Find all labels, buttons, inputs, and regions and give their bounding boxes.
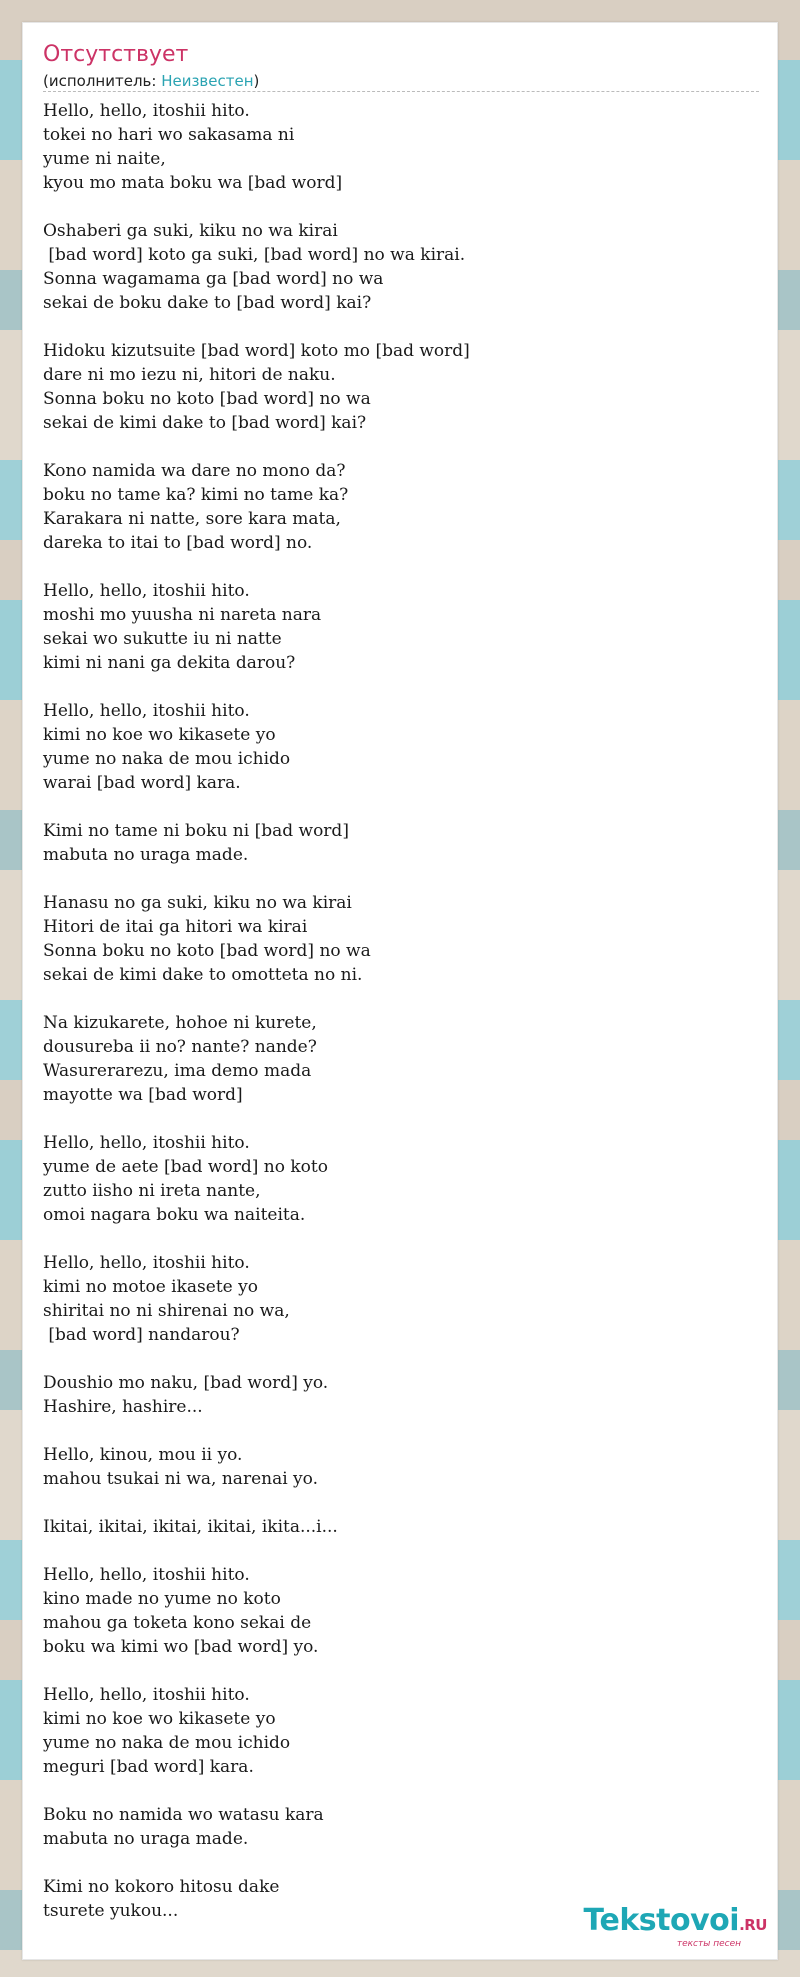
lyric-line: Oshaberi ga suki, kiku no wa kirai xyxy=(43,221,338,241)
lyric-line: Sonna boku no koto [bad word] no wa xyxy=(43,389,371,409)
lyric-line: shiritai no ni shirenai no wa, xyxy=(43,1301,290,1321)
lyric-line: meguri [bad word] kara. xyxy=(43,1757,254,1777)
lyric-line xyxy=(43,315,759,339)
lyric-line: Hello, hello, itoshii hito. xyxy=(43,701,250,721)
lyric-line xyxy=(43,1491,759,1515)
lyric-line: Na kizukarete, hohoe ni kurete, xyxy=(43,1013,317,1033)
lyric-line: Sonna wagamama ga [bad word] no wa xyxy=(43,269,384,289)
lyric-line: warai [bad word] kara. xyxy=(43,773,241,793)
background-stripe-right xyxy=(778,0,800,1977)
lyric-line xyxy=(43,1107,759,1131)
lyric-line: Ikitai, ikitai, ikitai, ikitai, ikita...i... xyxy=(43,1517,338,1537)
lyric-line: yume ni naite, xyxy=(43,149,166,169)
lyric-line xyxy=(43,1851,759,1875)
lyric-line: sekai wo sukutte iu ni natte xyxy=(43,629,282,649)
lyric-line: Sonna boku no koto [bad word] no wa xyxy=(43,941,371,961)
lyric-line: [bad word] nandarou? xyxy=(43,1325,240,1345)
lyric-line xyxy=(43,435,759,459)
lyric-line: mayotte wa [bad word] xyxy=(43,1085,243,1105)
lyric-line: Kimi no kokoro hitosu dake xyxy=(43,1877,280,1897)
lyric-line: boku no tame ka? kimi no tame ka? xyxy=(43,485,349,505)
lyric-line xyxy=(43,795,759,819)
lyric-line: Wasurerarezu, ima demo mada xyxy=(43,1061,312,1081)
lyric-line xyxy=(43,675,759,699)
artist-line xyxy=(43,72,259,90)
lyric-line: Kimi no tame ni boku ni [bad word] xyxy=(43,821,349,841)
lyric-line: Hello, hello, itoshii hito. xyxy=(43,1565,250,1585)
lyric-line xyxy=(43,1779,759,1803)
lyric-line: dousureba ii no? nante? nande? xyxy=(43,1037,317,1057)
lyric-line: yume de aete [bad word] no koto xyxy=(43,1157,328,1177)
lyric-line: dareka to itai to [bad word] no. xyxy=(43,533,313,553)
lyric-line: zutto iisho ni ireta nante, xyxy=(43,1181,261,1201)
lyric-line xyxy=(43,1227,759,1251)
lyric-line: kimi no koe wo kikasete yo xyxy=(43,725,276,745)
lyric-line: sekai de kimi dake to omotteta no ni. xyxy=(43,965,363,985)
lyric-line: tokei no hari wo sakasama ni xyxy=(43,125,295,145)
lyric-line: moshi mo yuusha ni nareta nara xyxy=(43,605,322,625)
lyric-line: [bad word] koto ga suki, [bad word] no wa kirai. xyxy=(43,245,466,265)
lyric-line xyxy=(43,1347,759,1371)
title-divider xyxy=(43,91,759,92)
lyric-line xyxy=(43,987,759,1011)
lyric-line: Boku no namida wo watasu kara xyxy=(43,1805,324,1825)
lyric-line: Hello, kinou, mou ii yo. xyxy=(43,1445,243,1465)
logo-name: Tekstovoi xyxy=(583,1903,740,1938)
lyric-line xyxy=(43,195,759,219)
lyric-line: mahou ga toketa kono sekai de xyxy=(43,1613,312,1633)
background-stripe-left xyxy=(0,0,22,1977)
lyric-line: Hanasu no ga suki, kiku no wa kirai xyxy=(43,893,352,913)
lyric-line: Hello, hello, itoshii hito. xyxy=(43,581,250,601)
lyric-line: yume no naka de mou ichido xyxy=(43,749,291,769)
lyric-line: mahou tsukai ni wa, narenai yo. xyxy=(43,1469,318,1489)
lyric-line: tsurete yukou... xyxy=(43,1901,179,1921)
lyric-line xyxy=(43,1419,759,1443)
lyric-line xyxy=(43,1539,759,1563)
lyric-line xyxy=(43,555,759,579)
lyrics-card xyxy=(22,22,778,1960)
lyric-line: kino made no yume no koto xyxy=(43,1589,281,1609)
lyric-line: Karakara ni natte, sore kara mata, xyxy=(43,509,341,529)
lyric-line: boku wa kimi wo [bad word] yo. xyxy=(43,1637,319,1657)
lyric-line: Hello, hello, itoshii hito. xyxy=(43,1133,250,1153)
logo-tagline: тексты песен xyxy=(676,1939,741,1949)
logo-tld: .RU xyxy=(739,1916,767,1934)
lyric-line: Hello, hello, itoshii hito. xyxy=(43,101,250,121)
lyric-line: mabuta no uraga made. xyxy=(43,1829,249,1849)
lyric-line xyxy=(43,1659,759,1683)
lyric-line: Hashire, hashire... xyxy=(43,1397,203,1417)
lyric-line: Hello, hello, itoshii hito. xyxy=(43,1253,250,1273)
lyric-line: sekai de kimi dake to [bad word] kai? xyxy=(43,413,367,433)
lyric-line: sekai de boku dake to [bad word] kai? xyxy=(43,293,372,313)
lyric-line: mabuta no uraga made. xyxy=(43,845,249,865)
lyrics-text xyxy=(43,99,759,1923)
lyric-line: kimi no motoe ikasete yo xyxy=(43,1277,258,1297)
site-logo[interactable] xyxy=(584,1905,767,1949)
lyric-line xyxy=(43,867,759,891)
lyric-line: Doushio mo naku, [bad word] yo. xyxy=(43,1373,329,1393)
lyric-line: Kono namida wa dare no mono da? xyxy=(43,461,346,481)
lyric-line: Hello, hello, itoshii hito. xyxy=(43,1685,250,1705)
lyric-line: kimi ni nani ga dekita darou? xyxy=(43,653,296,673)
lyric-line: dare ni mo iezu ni, hitori de naku. xyxy=(43,365,336,385)
artist-suffix: ) xyxy=(253,72,260,90)
lyric-line: yume no naka de mou ichido xyxy=(43,1733,291,1753)
lyric-line: Hidoku kizutsuite [bad word] koto mo [bad word] xyxy=(43,341,470,361)
lyric-line: Hitori de itai ga hitori wa kirai xyxy=(43,917,308,937)
artist-link[interactable]: Неизвестен xyxy=(161,72,254,90)
song-title: Отсутствует xyxy=(43,42,189,67)
artist-prefix: (исполнитель: xyxy=(43,72,162,90)
lyric-line: omoi nagara boku wa naiteita. xyxy=(43,1205,306,1225)
lyric-line: kyou mo mata boku wa [bad word] xyxy=(43,173,343,193)
lyric-line: kimi no koe wo kikasete yo xyxy=(43,1709,276,1729)
